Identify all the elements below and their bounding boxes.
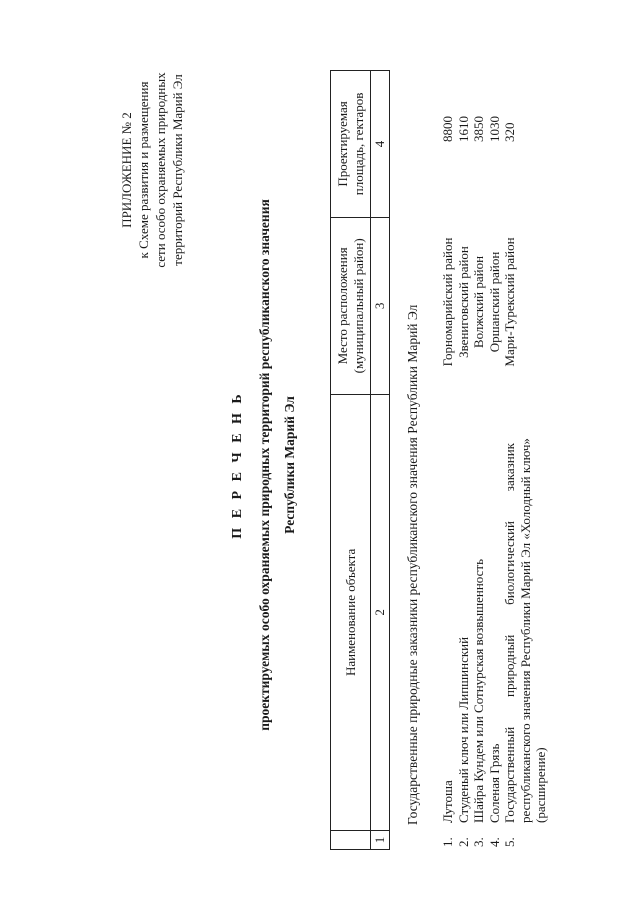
item-name-word: природный	[502, 634, 517, 697]
item-name-word: биологический	[502, 521, 517, 605]
item-area: 1030	[486, 116, 502, 142]
column-number-3: 3	[371, 217, 390, 394]
item-area: 8800	[440, 116, 455, 142]
column-header-name: Наименование объекта	[331, 394, 371, 830]
document-title: П Е Р Е Ч Е Н Ь	[230, 391, 245, 539]
list-item	[471, 67, 487, 847]
appendix-title: ПРИЛОЖЕНИЕ № 2	[119, 112, 134, 228]
item-location: Оршанский район	[486, 251, 502, 353]
column-number-1: 1	[371, 831, 390, 850]
item-area: 3850	[471, 116, 486, 142]
item-location: Мари-Турекский район	[502, 237, 517, 367]
appendix-line: территорий Республики Марий Эл	[170, 74, 185, 266]
item-location: Звениговский район	[455, 246, 471, 358]
item-location: Волжский район	[471, 255, 486, 349]
reserve-list	[440, 67, 549, 847]
item-number: 2.	[455, 837, 471, 847]
column-header-location: Место расположения (муниципальный район)	[331, 217, 371, 394]
item-number: 1.	[440, 837, 455, 847]
document-heading	[228, 85, 298, 845]
appendix-block	[118, 40, 186, 300]
list-item	[440, 67, 456, 847]
appendix-line: сети особо охраняемых природных	[153, 72, 168, 268]
column-number-4: 4	[371, 71, 390, 218]
item-name-continuation: (расширение)	[533, 747, 548, 823]
list-item	[502, 67, 518, 847]
column-header-number	[331, 831, 371, 850]
appendix-line: к Схеме развития и размещения	[136, 81, 151, 259]
list-item	[456, 67, 472, 847]
document-subtitle-1: проектируемых особо охраняемых природных территорий республиканского значения	[257, 199, 272, 731]
item-number: 3.	[471, 837, 486, 847]
item-name-word: Государственный	[502, 726, 517, 823]
column-number-2: 2	[371, 394, 390, 830]
item-name: Шайра Кундем или Сотнурская возвышенность	[471, 558, 486, 823]
item-number: 4.	[486, 837, 502, 847]
section-title: Государственные природные заказники республиканского значения Республики Марий Эл	[405, 304, 420, 825]
item-name: Студеный ключ или Липшинский	[455, 636, 471, 823]
table-header	[330, 70, 390, 850]
list-item	[487, 67, 503, 847]
item-area: 320	[502, 122, 517, 142]
item-name	[502, 443, 518, 823]
item-area: 1610	[455, 116, 471, 142]
item-number: 5.	[502, 837, 517, 847]
column-header-area: Проектируемая площадь, гектаров	[331, 71, 371, 218]
document-subtitle-2: Республики Марий Эл	[282, 396, 297, 534]
item-name-word: заказник	[502, 443, 517, 492]
item-location: Горномарийский район	[440, 237, 455, 367]
item-name: Лутоша	[440, 780, 455, 823]
item-name-continuation: республиканского значения Республики Марий Эл «Холодный ключ»	[517, 438, 533, 823]
item-name: Соленая Грязь	[486, 743, 502, 823]
